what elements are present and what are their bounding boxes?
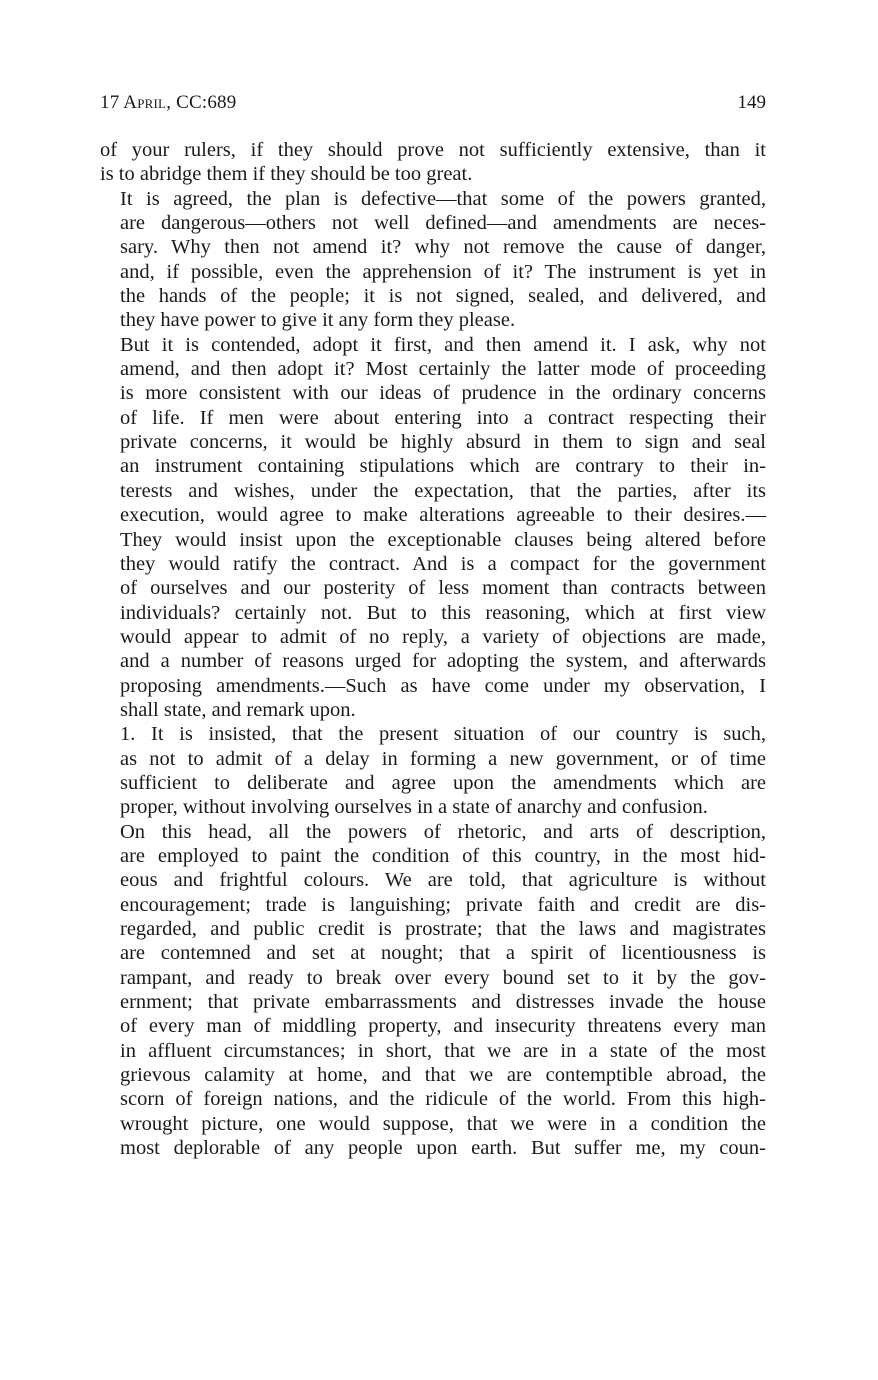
text-line: an instrument containing stipulations which are contrary to their in-: [120, 455, 766, 478]
paragraph: [100, 820, 766, 1161]
text-line: 1. It is insisted, that the present situation of our country is such,: [120, 723, 766, 746]
text-line: rampant, and ready to break over every bound set to it by the gov-: [120, 966, 766, 989]
text-line: eous and frightful colours. We are told, that agriculture is without: [120, 869, 766, 892]
running-head-date-citation: 17 April, CC:689: [100, 92, 237, 113]
text-line: and a number of reasons urged for adopting the system, and afterwards: [120, 650, 766, 673]
text-line: grievous calamity at home, and that we are contemptible abroad, the: [120, 1064, 766, 1087]
text-line: of every man of middling property, and insecurity threatens every man: [120, 1015, 766, 1038]
text-line: is more consistent with our ideas of prudence in the ordinary concerns: [120, 382, 766, 405]
text-line: are contemned and set at nought; that a spirit of licentiousness is: [120, 942, 766, 965]
text-line: proper, without involving ourselves in a state of anarchy and confusion.: [120, 796, 708, 819]
text-line: would appear to admit of no reply, a variety of objections are made,: [120, 625, 766, 648]
text-line: of life. If men were about entering into a contract respecting their: [120, 406, 766, 429]
text-line: proposing amendments.—Such as have come under my observation, I: [120, 674, 766, 697]
text-line: sufficient to deliberate and agree upon the amendments which are: [120, 771, 766, 794]
running-head: [100, 88, 766, 118]
text-line: of ourselves and our posterity of less moment than contracts between: [120, 577, 766, 600]
text-line: individuals? certainly not. But to this reasoning, which at first view: [120, 601, 766, 624]
text-line: as not to admit of a delay in forming a new government, or of time: [120, 747, 766, 770]
page-content: [100, 88, 766, 1160]
text-line: execution, would agree to make alterations agreeable to their desires.—: [120, 504, 766, 527]
text-line: shall state, and remark upon.: [120, 698, 356, 721]
text-line: They would insist upon the exceptionable clauses being altered before: [120, 528, 766, 551]
text-line: scorn of foreign nations, and the ridicule of the world. From this high-: [120, 1088, 766, 1111]
text-line: of your rulers, if they should prove not sufficiently extensive, than it: [100, 139, 766, 161]
paragraph-continuation: [100, 138, 766, 187]
text-line: amend, and then adopt it? Most certainly the latter mode of proceeding: [120, 358, 766, 381]
text-line: most deplorable of any people upon earth. But suffer me, my coun-: [120, 1137, 766, 1160]
paragraph: [100, 187, 766, 333]
text-line: sary. Why then not amend it? why not remove the cause of danger,: [120, 236, 766, 259]
text-line: It is agreed, the plan is defective—that some of the powers granted,: [120, 187, 766, 210]
text-line: they would ratify the contract. And is a compact for the government: [120, 552, 766, 575]
paragraph: [100, 722, 766, 819]
text-line: terests and wishes, under the expectation, that the parties, after its: [120, 479, 766, 502]
body-text: [100, 138, 766, 1160]
text-line: But it is contended, adopt it first, and then amend it. I ask, why not: [120, 333, 766, 356]
page-number: 149: [737, 92, 766, 113]
text-line: they have power to give it any form they please.: [120, 309, 516, 332]
text-line: are dangerous—others not well defined—and amendments are neces-: [120, 212, 766, 235]
text-line: regarded, and public credit is prostrate; that the laws and magistrates: [120, 918, 766, 940]
text-line: is to abridge them if they should be too great.: [100, 163, 473, 186]
text-line: and, if possible, even the apprehension of it? The instrument is yet in: [120, 260, 766, 283]
text-line: wrought picture, one would suppose, that we were in a condition the: [120, 1112, 766, 1135]
text-line: encouragement; trade is languishing; private faith and credit are dis-: [120, 893, 766, 916]
text-line: the hands of the people; it is not signed, sealed, and delivered, and: [120, 285, 766, 308]
text-line: in affluent circumstances; in short, that we are in a state of the most: [120, 1039, 766, 1062]
text-line: On this head, all the powers of rhetoric, and arts of description,: [120, 820, 766, 843]
paragraph: [100, 333, 766, 723]
text-line: are employed to paint the condition of this country, in the most hid-: [120, 844, 766, 867]
text-line: private concerns, it would be highly absurd in them to sign and seal: [120, 431, 766, 454]
text-line: ernment; that private embarrassments and distresses invade the house: [120, 991, 766, 1014]
